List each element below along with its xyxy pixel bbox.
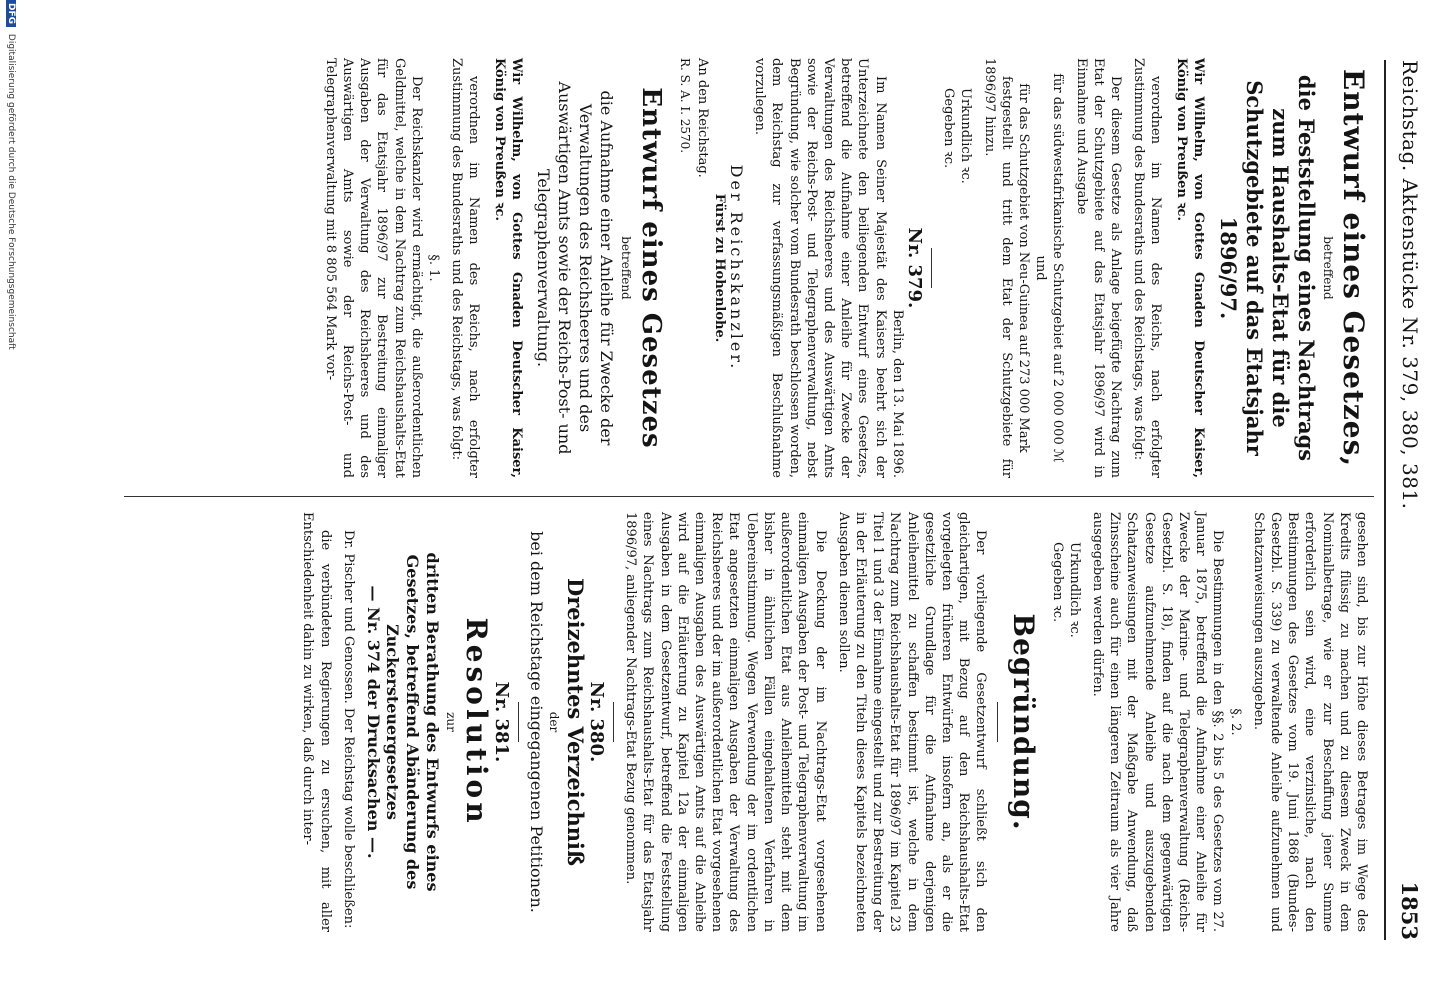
- enacting-formula-2: Wir Wilhelm, von Gottes Gnaden Deutscher Kaiser, König von Preußen ꝛc.: [491, 58, 524, 478]
- running-head: Reichstag. Aktenstücke Nr. 379, 380, 381.: [1398, 60, 1422, 510]
- amount-line: für das Schutzgebiet von Neu-Guinea auf 273 000 Mark: [1015, 83, 1031, 453]
- betreffend-label-2: betreffend: [619, 236, 634, 300]
- body-paragraph: die verbündeten Regierungen zu ersuchen, mit aller Entschiedenheit dahin zu wirken, daß durch inter-: [300, 512, 333, 932]
- place-date: Berlin, den 13. Mai 1896.: [889, 309, 905, 478]
- dfg-logo: DFG: [6, 0, 16, 27]
- resolution-heading: Resolution: [460, 617, 494, 827]
- body-paragraph: Der Reichskanzler wird ermächtigt, die außerordentlichen Geldmittel, welche in dem Nachtrag zum Reichshaushalts-Etat für das Etatsjahr 1896/97 zur Bestreitung einmaliger Ausgaben der Verwaltung des Reichsheeres und des Auswärtigen Amts sowie der Reichs-Post- und Telegraphenverwaltung mit 8 805 564 Mark vor-: [322, 58, 424, 478]
- body-paragraph: gesehen sind, bis zur Höhe dieses Betrages im Wege des Kredits flüssig zu machen und zu diesem Zweck in dem Nominalbetrage, wie er zur Beschaffung jener Summe erforderlich sein wird, eine verzinsliche, nach den Bestimmungen des Gesetzes vom 19. Juni 1868 (Bundes-Gesetzbl. S. 339) zu verwaltende Anleihe aufzunehmen und Schatzanweisungen auszugeben.: [1250, 512, 1369, 932]
- gegeben-line: Gegeben ꝛc.: [1049, 542, 1065, 623]
- und-line: und: [1033, 255, 1049, 281]
- document-number: Nr. 380.: [586, 681, 608, 763]
- begruendung-heading: Begründung.: [1007, 613, 1041, 831]
- paragraph-number: §. 1.: [426, 254, 442, 282]
- signer-title: Der Reichskanzler.: [726, 164, 746, 372]
- separator: [518, 702, 519, 742]
- amount-line: für das südwestafrikanische Schutzgebiet auf 2 000 000 ℳ: [1050, 73, 1066, 463]
- resolution-subject: dritten Berathung des Entwurfs eines Gesetzes, betreffend Abänderung des Zuckersteuergesetzes: [383, 552, 443, 892]
- urkundlich-line: Urkundlich ꝛc.: [958, 88, 974, 184]
- zur-label: zur: [444, 712, 459, 732]
- right-column: [293, 512, 1370, 932]
- header-rule: [1384, 60, 1386, 940]
- addressee: An den Reichstag.: [694, 58, 710, 178]
- verzeichnis-heading: Dreizehntes Verzeichniß: [562, 578, 588, 866]
- resolution-reference: — Nr. 374 der Drucksachen —.: [364, 585, 384, 859]
- body-paragraph: Der vorliegende Gesetzentwurf schließt sich den gleichartigen, mit Bezug auf den Reichshaushalts-Etat vorgelegten früheren Entwürfen insofern an, als er die gesetzliche Grundlage für die Aufnahme derjenigen Anleihemittel zu schaffen bestimmt ist, welche in dem Nachtrag zum Reichshaushalts-Etat für 1896/97 im Kapitel 23 Titel 1 und 3 der Einnahme eingestellt und zur Bestreitung der in der Erläuterung zu den Titeln dieses Kapitels bezeichneten Ausgaben dienen sollen.: [835, 512, 989, 932]
- enacting-text: verordnen im Namen des Reichs, nach erfolgter Zustimmung des Bundesraths und des Reichstags, was folgt:: [1131, 58, 1164, 478]
- separator: [931, 248, 932, 288]
- betreffend-label: betreffend: [1321, 236, 1335, 300]
- column-divider: [124, 496, 1374, 497]
- der-label: der: [546, 711, 561, 733]
- petitionen-heading: bei dem Reichstage eingegangenen Petitionen.: [526, 531, 546, 913]
- document-number: Nr. 381.: [491, 681, 513, 763]
- bill-title-2: Entwurf eines Gesetzes: [636, 87, 667, 449]
- enacting-text-2: verordnen im Namen des Reichs, nach erfolgter Zustimmung des Bundesraths und des Reichstags, was folgt:: [449, 58, 482, 478]
- separator: [997, 702, 998, 742]
- body-paragraph: festgestellt und tritt dem Etat der Schutzgebiete für 1896/97 hinzu.: [981, 58, 1014, 478]
- bill-subtitle: die Feststellung eines Nachtrags zum Haushalts-Etat für die Schutzgebiete auf das Etatsjahr 1896/97.: [1215, 74, 1319, 462]
- footer: [6, 0, 16, 1000]
- body-paragraph: Die Bestimmungen in den §§. 2 bis 5 des Gesetzes vom 27. Januar 1875, betreffend die Aufnahme einer Anleihe für Zwecke der Marine- und Telegraphenverwaltung (Reichs-Gesetzbl. S. 18), finden auf die nach dem gegenwärtigen Gesetze aufzunehmende Anleihe und auszugebenden Schatzanweisungen mit der Maßgabe Anwendung, daß Zinsscheine auch für einen längeren Zeitraum als vier Jahre ausgegeben werden dürfen.: [1089, 512, 1226, 932]
- document-number: Nr. 379.: [903, 227, 925, 309]
- reference-code: R. S. A. I. 2570.: [678, 58, 693, 154]
- body-paragraph: Die Deckung der im Nachtrags-Etat vorgesehenen einmaligen Ausgaben der Post- und Telegraphenverwaltung im außerordentlichen Etat aus Anleihemitteln steht mit dem bisher in ähnlichen Fällen eingehaltenen Verfahren in Uebereinstimmung. Wegen Verwendung der im ordentlichen Etat angesetzten einmaligen Ausgaben der Verwaltung des Reichsheeres und der im außerordentlichen Etat vorgesehenen einmaligen Ausgaben des Auswärtigen Amts auf die Anleihe wird auf die Erläuterung zu Kapitel 12a der einmaligen Ausgaben in dem Gesetzentwurf, betreffend die Feststellung eines Nachtrags zum Reichshaushalts-Etat für das Etatsjahr 1896/97, anliegender Nachtrags-Etat Bezug genommen.: [623, 512, 828, 932]
- paragraph-number: §. 2.: [1227, 708, 1243, 736]
- body-paragraph: Dr. Pischer und Genossen. Der Reichstag wolle beschließen:: [340, 530, 356, 929]
- gegeben-line: Gegeben ꝛc.: [941, 88, 957, 169]
- signer-name: Fürst zu Hohenlohe.: [711, 193, 727, 343]
- bill-subtitle-2: die Aufnahme einer Anleihe für Zwecke der Verwaltungen des Reichsheeres und des Auswärtigen Amts sowie der Reichs-Post- und Telegraphenverwaltung.: [533, 81, 616, 455]
- separator: [613, 702, 614, 742]
- page-header: [1388, 40, 1422, 940]
- footer-text: Digitalisierung gefördert durch die Deutsche Forschungsgemeinschaft: [6, 33, 16, 350]
- enacting-formula: Wir Wilhelm, von Gottes Gnaden Deutscher Kaiser, König von Preußen ꝛc.: [1173, 58, 1206, 478]
- body-paragraph: Im Namen Seiner Majestät des Kaisers beehrt sich der Unterzeichnete den beiliegenden Entwurf eines Gesetzes, betreffend die Aufnahme einer Anleihe für Zwecke der Verwaltungen des Reichsheeres und des Auswärtigen Amts sowie der Reichs-Post- und Telegraphenverwaltung, nebst Begründung, wie solcher vom Bundesrath beschlossen worden, dem Reichstag zur verfassungsmäßigen Beschlußnahme vorzulegen.: [752, 58, 888, 478]
- left-column: [316, 58, 1370, 478]
- page-number: 1853: [1397, 881, 1422, 940]
- body-paragraph: Der diesem Gesetze als Anlage beigefügte Nachtrag zum Etat der Schutzgebiete auf das Etatsjahr 1896/97 wird in Einnahme und Ausgabe: [1073, 58, 1123, 478]
- urkundlich-line: Urkundlich ꝛc.: [1066, 542, 1082, 638]
- bill-title: Entwurf eines Gesetzes,: [1337, 68, 1370, 468]
